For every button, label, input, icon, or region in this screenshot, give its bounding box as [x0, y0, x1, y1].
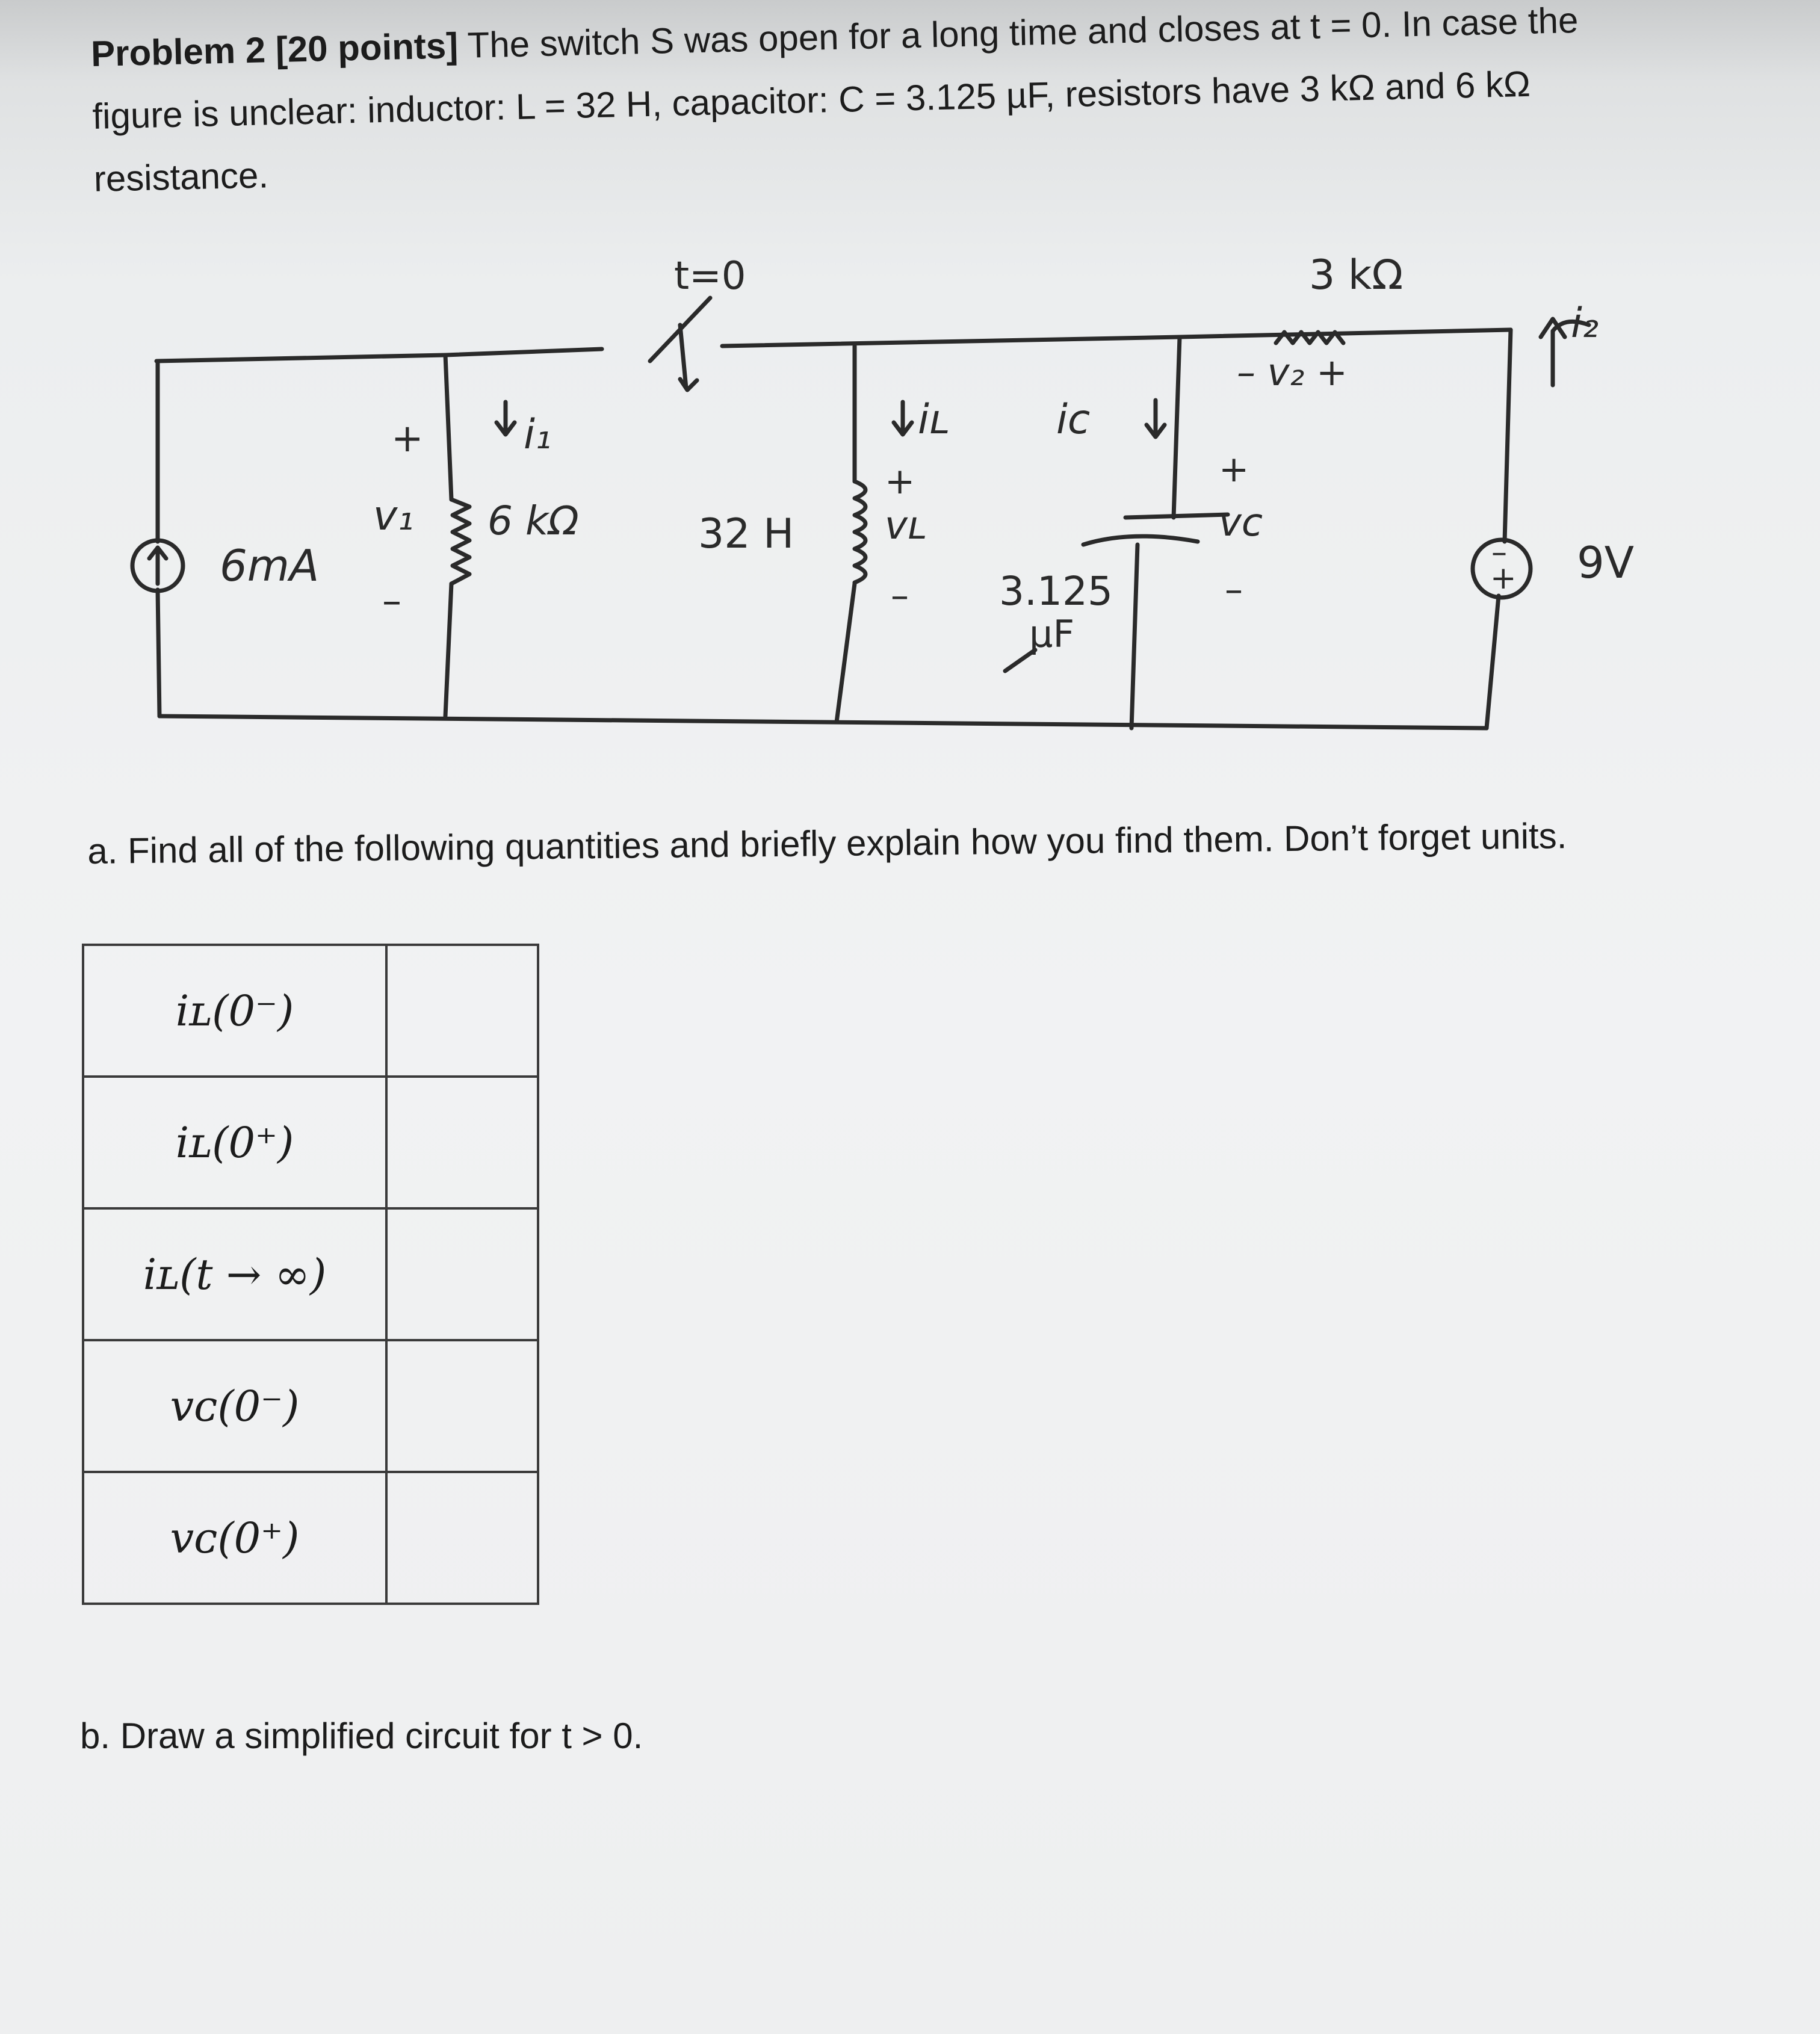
quantities-table — [82, 944, 539, 1605]
problem-heading: Problem 2 [20 points] — [90, 25, 459, 74]
vL-plus: + — [885, 460, 915, 502]
circuit-diagram — [108, 241, 1697, 770]
resistor-3k-label: 3 kΩ — [1309, 252, 1404, 299]
vL-label: vʟ — [885, 504, 927, 548]
iL-label: iʟ — [918, 396, 950, 444]
quantity-label: iʟ(0⁻) — [83, 945, 386, 1077]
quantity-label: vᴄ(0⁺) — [83, 1472, 386, 1604]
wire-vsource-top — [1505, 330, 1511, 542]
i1-label: i₁ — [524, 411, 552, 459]
wire-bottom — [159, 716, 1487, 728]
current-source-label: 6mA — [220, 540, 320, 591]
i2-label: i₂ — [1571, 300, 1599, 347]
switch-label: t=0 — [674, 254, 746, 298]
quantity-label: iʟ(t → ∞) — [83, 1208, 386, 1340]
table-row — [83, 1208, 538, 1340]
v1-minus: – — [382, 579, 401, 623]
capacitor-value: 3.125 — [999, 568, 1113, 614]
problem-text-line3: resistance. — [93, 155, 269, 199]
source-minus: – — [1491, 534, 1507, 570]
problem-text-line1: The switch S was open for a long time and closes at t = 0. In case the — [466, 0, 1579, 66]
answer-cell[interactable] — [386, 1340, 538, 1472]
problem-statement — [90, 0, 1719, 211]
answer-cell[interactable] — [386, 1208, 538, 1340]
wire-inductor-bottom — [837, 584, 855, 722]
part-a-instruction: a. Find all of the following quantities and briefly explain how you find them. Don’t forget units. — [87, 815, 1567, 871]
problem-text-line2: figure is unclear: inductor: L = 32 H, capacitor: C = 3.125 µF, resistors have 3 kΩ and 6 kΩ — [91, 63, 1531, 137]
source-plus: + — [1490, 560, 1517, 596]
wire-vsource-bottom — [1487, 596, 1499, 728]
part-b-instruction: b. Draw a simplified circuit for t > 0. — [80, 1716, 643, 1756]
vC-plus: + — [1219, 448, 1249, 490]
answer-cell[interactable] — [386, 945, 538, 1077]
table-row — [83, 1077, 538, 1208]
capacitor-plate-bottom — [1083, 536, 1198, 545]
wire-top-left — [156, 349, 602, 361]
v2-label: – v₂ + — [1237, 350, 1348, 394]
v1-plus: + — [391, 416, 424, 461]
wire-resistor-top — [445, 355, 451, 499]
vC-label: vᴄ — [1219, 501, 1263, 545]
wire-source-left-bottom — [158, 590, 159, 716]
answer-cell[interactable] — [386, 1472, 538, 1604]
wire-top-right — [722, 330, 1511, 346]
capacitor-plate-top — [1125, 515, 1228, 518]
inductor-label: 32 H — [698, 510, 794, 558]
capacitor-unit: µF — [1029, 612, 1075, 656]
inductor-coil — [855, 481, 865, 583]
iC-label: iᴄ — [1056, 396, 1091, 444]
vC-minus: – — [1225, 569, 1243, 611]
table-row — [83, 1472, 538, 1604]
v1-label: v₁ — [373, 492, 414, 540]
table-row — [83, 1340, 538, 1472]
vL-minus: – — [891, 575, 909, 617]
wire-resistor-bottom — [445, 584, 451, 716]
wire-cap-top — [1174, 337, 1180, 518]
wire-cap-bottom — [1131, 545, 1138, 728]
answer-cell[interactable] — [386, 1077, 538, 1208]
quantity-label: vᴄ(0⁻) — [83, 1340, 386, 1472]
resistor-6k-label: 6 kΩ — [488, 498, 579, 544]
table-row — [83, 945, 538, 1077]
resistor-6k — [451, 499, 469, 584]
quantity-label: iʟ(0⁺) — [83, 1077, 386, 1208]
source-voltage-label: 9V — [1577, 537, 1635, 588]
